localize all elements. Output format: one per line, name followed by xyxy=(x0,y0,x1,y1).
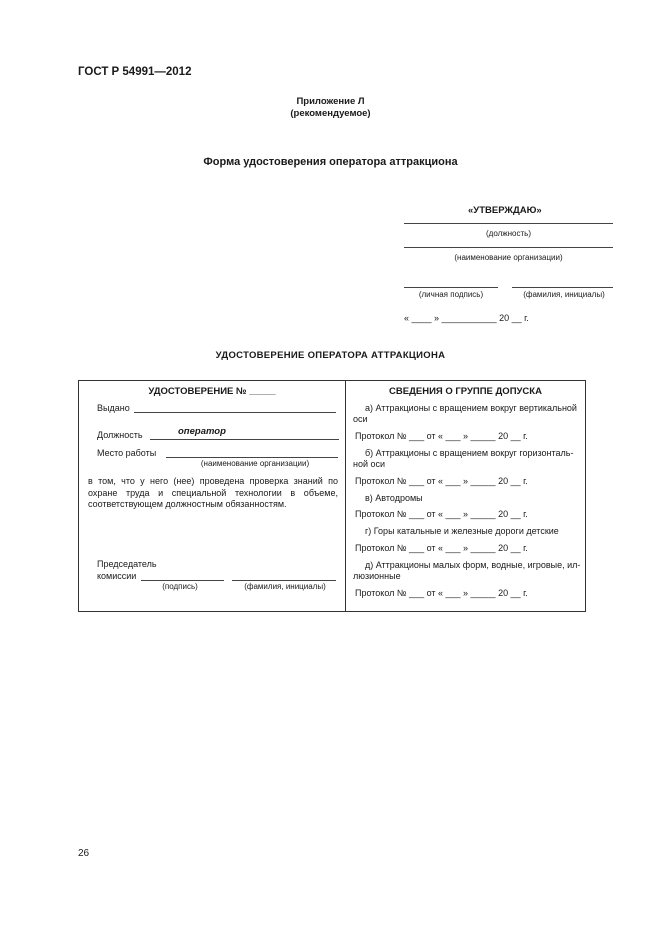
group-b-label-cont: ной оси xyxy=(353,459,386,469)
group-v-protocol: Протокол № ___ от « ___ » _____ 20 __ г. xyxy=(355,509,528,519)
appendix-title: Приложение Л xyxy=(296,96,365,107)
approval-date-line: « ____ » ___________ 20 __ г. xyxy=(404,313,529,323)
chairman-label: Председатель xyxy=(97,559,157,569)
certificate-statement: в том, что у него (нее) проведена проверка знаний по охране труда и специальной технологии в объеме, соответствующем должностным обязанностям. xyxy=(88,476,338,509)
column-divider xyxy=(345,380,346,612)
page-number: 26 xyxy=(78,848,90,859)
workplace-label: Место работы xyxy=(97,448,157,458)
chairman-signature-caption: (подпись) xyxy=(162,582,198,591)
group-a-label: а) Аттракционы с вращением вокруг вертикальной xyxy=(365,403,577,413)
document-code: ГОСТ Р 54991—2012 xyxy=(78,66,192,78)
form-title: Форма удостоверения оператора аттракциона xyxy=(203,156,458,168)
workplace-field[interactable] xyxy=(166,457,338,458)
organization-caption: (наименование организации) xyxy=(454,253,563,262)
position-label: Должность xyxy=(97,430,143,440)
position-field[interactable] xyxy=(150,439,339,440)
group-b-protocol: Протокол № ___ от « ___ » _____ 20 __ г. xyxy=(355,476,528,486)
group-d-label-cont: люзионные xyxy=(353,571,401,581)
position-value: оператор xyxy=(178,426,226,437)
chairman-signature-field[interactable] xyxy=(141,580,224,581)
group-d-label: д) Аттракционы малых форм, водные, игровые, ил- xyxy=(365,560,581,570)
chairman-name-field[interactable] xyxy=(232,580,336,581)
position-line xyxy=(404,223,613,224)
issued-label: Выдано xyxy=(97,403,130,413)
commission-label: комиссии xyxy=(97,571,137,581)
group-a-protocol: Протокол № ___ от « ___ » _____ 20 __ г. xyxy=(355,431,528,441)
signature-caption: (личная подпись) xyxy=(418,290,484,299)
permit-group-heading: СВЕДЕНИЯ О ГРУППЕ ДОПУСКА xyxy=(389,386,542,397)
organization-line xyxy=(404,247,613,248)
group-a-label-cont: оси xyxy=(353,414,368,424)
signature-line xyxy=(404,287,498,288)
group-g-protocol: Протокол № ___ от « ___ » _____ 20 __ г. xyxy=(355,543,528,553)
name-line xyxy=(512,287,613,288)
chairman-name-caption: (фамилия, инициалы) xyxy=(244,582,326,591)
issued-field[interactable] xyxy=(134,412,336,413)
name-caption: (фамилия, инициалы) xyxy=(523,290,605,299)
group-g-label: г) Горы катальные и железные дороги детские xyxy=(365,526,559,536)
position-caption: (должность) xyxy=(486,229,531,238)
group-d-protocol: Протокол № ___ от « ___ » _____ 20 __ г. xyxy=(355,588,528,598)
group-b-label: б) Аттракционы с вращением вокруг горизонталь- xyxy=(365,448,574,458)
group-v-label: в) Автодромы xyxy=(365,493,423,503)
certificate-number-heading: УДОСТОВЕРЕНИЕ № _____ xyxy=(148,386,276,397)
workplace-org-caption: (наименование организации) xyxy=(200,459,310,468)
approval-title: «УТВЕРЖДАЮ» xyxy=(468,205,542,216)
certificate-heading: УДОСТОВЕРЕНИЕ ОПЕРАТОРА АТТРАКЦИОНА xyxy=(215,350,446,361)
appendix-subtitle: (рекомендуемое) xyxy=(290,108,371,119)
